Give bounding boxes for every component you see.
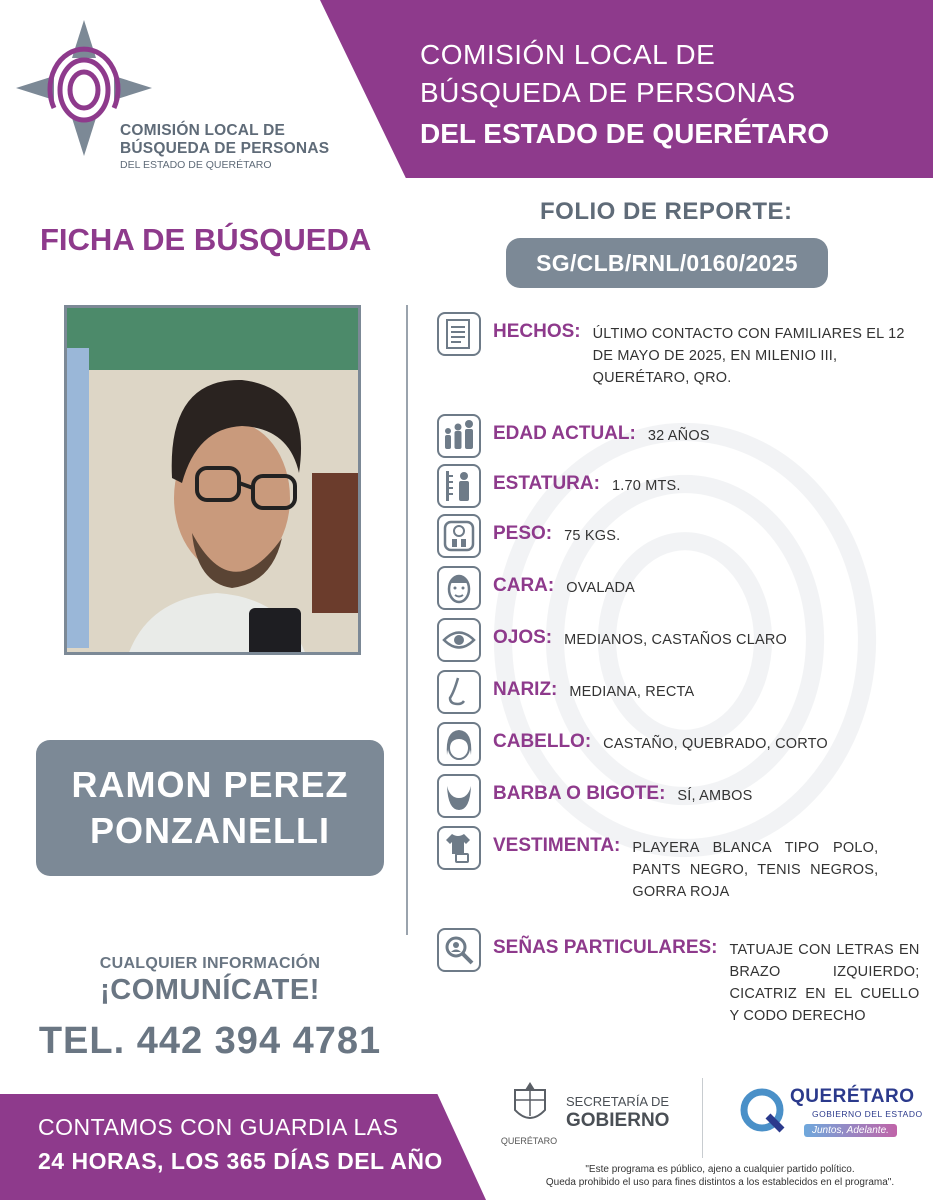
detail-label: EDAD ACTUAL:: [493, 423, 636, 444]
detail-row-ojos: [437, 618, 787, 662]
detail-value: CASTAÑO, QUEBRADO, CORTO: [603, 736, 828, 752]
footer-line2: 24 HORAS, LOS 365 DÍAS DEL AÑO: [38, 1148, 443, 1174]
logo-text-line1: COMISIÓN LOCAL DE: [120, 122, 286, 139]
header-title-line2: BÚSQUEDA DE PERSONAS: [420, 77, 796, 108]
disclaimer: [520, 1163, 920, 1189]
logo-divider: [702, 1078, 703, 1158]
detail-label: CARA:: [493, 575, 555, 596]
magnifier-icon: [437, 928, 481, 972]
secretaria-line2: GOBIERNO: [566, 1110, 670, 1131]
person-name-line1: RAMON PEREZ: [71, 764, 349, 805]
header-banner: [0, 0, 933, 178]
person-name-box: [36, 740, 384, 876]
age-icon: [437, 414, 481, 458]
detail-row-barba: [437, 774, 753, 818]
detail-value: 32 AÑOS: [647, 428, 710, 444]
detail-label: OJOS:: [493, 627, 553, 648]
slogan-badge: Juntos, Adelante.: [804, 1124, 897, 1137]
detail-row-hechos: [437, 312, 917, 389]
logo-text-line3: DEL ESTADO DE QUERÉTARO: [120, 159, 272, 171]
detail-row-estatura: [437, 464, 681, 508]
state-label: QUERÉTARO: [500, 1136, 558, 1146]
beard-icon: [437, 774, 481, 818]
detail-value: MEDIANOS, CASTAÑOS CLARO: [564, 632, 787, 648]
clothing-icon: [437, 826, 481, 870]
ficha-title: FICHA DE BÚSQUEDA: [40, 222, 372, 257]
vertical-divider: [406, 305, 408, 935]
height-icon: [437, 464, 481, 508]
document-icon: [437, 312, 481, 356]
detail-row-cara: [437, 566, 635, 610]
scale-icon: [437, 514, 481, 558]
detail-value: ÚLTIMO CONTACTO CON FAMILIARES EL 12 DE MAYO DE 2025, EN MILENIO III, QUERÉTARO, QRO.: [592, 326, 905, 386]
folio-label: FOLIO DE REPORTE:: [540, 198, 793, 225]
hair-icon: [437, 722, 481, 766]
detail-row-senas: [437, 928, 920, 1027]
footer-line1: CONTAMOS CON GUARDIA LAS: [38, 1114, 399, 1140]
detail-label: NARIZ:: [493, 679, 558, 700]
header-title-line3: DEL ESTADO DE QUERÉTARO: [420, 118, 830, 149]
state-coat-of-arms-icon: [505, 1080, 555, 1130]
disclaimer-line1: "Este programa es público, ajeno a cualquier partido político.: [585, 1164, 855, 1175]
detail-label: SEÑAS PARTICULARES:: [493, 937, 718, 958]
secretaria-text: [566, 1094, 669, 1132]
header-title: [420, 36, 829, 156]
detail-label: CABELLO:: [493, 731, 592, 752]
person-name-line2: PONZANELLI: [90, 810, 330, 851]
detail-value: 75 KGS.: [564, 528, 621, 544]
detail-value: OVALADA: [566, 580, 636, 596]
detail-row-edad: [437, 414, 710, 458]
detail-label: VESTIMENTA:: [493, 835, 621, 856]
contact-phone: TEL. 442 394 4781: [38, 1020, 382, 1062]
detail-label: ESTATURA:: [493, 473, 600, 494]
detail-row-peso: [437, 514, 620, 558]
detail-label: BARBA O BIGOTE:: [493, 783, 666, 804]
queretaro-title: QUERÉTARO: [790, 1086, 915, 1107]
queretaro-subtitle: GOBIERNO DEL ESTADO: [812, 1109, 923, 1119]
missing-person-photo: [64, 305, 361, 655]
secretaria-line1: SECRETARÍA DE: [566, 1094, 670, 1109]
detail-value: SÍ, AMBOS: [677, 788, 753, 804]
detail-label: HECHOS:: [493, 321, 581, 342]
folio-value: SG/CLB/RNL/0160/2025: [506, 238, 828, 288]
detail-row-nariz: [437, 670, 694, 714]
queretaro-q-logo-icon: [738, 1086, 788, 1136]
header-title-line1: COMISIÓN LOCAL DE: [420, 39, 716, 70]
detail-value: 1.70 MTS.: [611, 478, 681, 494]
detail-value: MEDIANA, RECTA: [569, 684, 695, 700]
disclaimer-line2: Queda prohibido el uso para fines distintos a los establecidos en el programa".: [545, 1177, 895, 1188]
person-portrait-icon: [67, 308, 361, 655]
detail-row-cabello: [437, 722, 828, 766]
nose-icon: [437, 670, 481, 714]
detail-label: PESO:: [493, 523, 553, 544]
queretaro-government-block: [790, 1086, 923, 1138]
face-icon: [437, 566, 481, 610]
contact-line2: ¡COMUNÍCATE!: [100, 974, 320, 1006]
contact-line1: CUALQUIER INFORMACIÓN: [99, 955, 321, 972]
logo-text: [120, 122, 329, 172]
footer-text: [38, 1110, 443, 1178]
eye-icon: [437, 618, 481, 662]
logo-text-line2: BÚSQUEDA DE PERSONAS: [120, 140, 330, 157]
detail-value: PLAYERA BLANCA TIPO POLO, PANTS NEGRO, TENIS NEGROS, GORRA ROJA: [632, 840, 879, 900]
detail-row-vestimenta: [437, 826, 878, 903]
detail-value: TATUAJE CON LETRAS EN BRAZO IZQUIERDO; CICATRIZ EN EL CUELLO Y CODO DERECHO: [729, 942, 920, 1024]
